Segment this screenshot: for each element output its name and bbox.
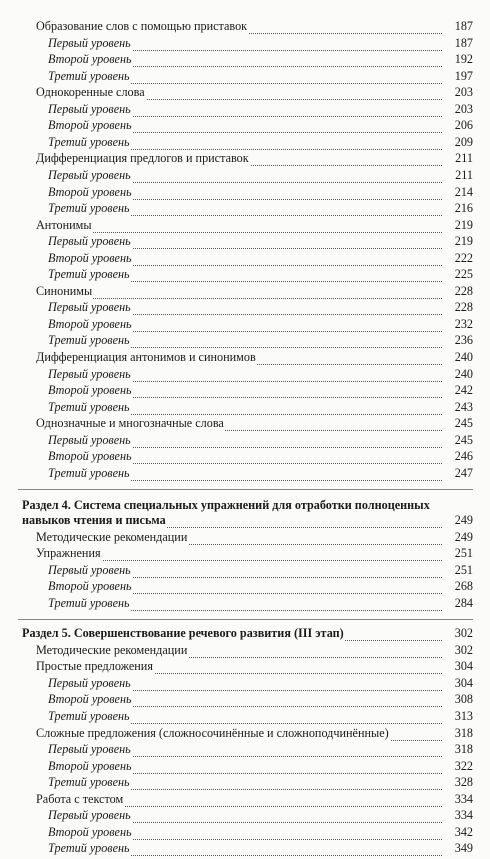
entry-title: Образование слов с помощью приставок — [36, 19, 248, 33]
entry-title: Первый уровень — [48, 562, 131, 577]
entry-title: Третий уровень — [48, 68, 130, 83]
toc-subentry — [0, 597, 490, 614]
entry-title: Первый уровень — [48, 234, 131, 249]
page-number: 232 — [454, 316, 473, 331]
entry-title: Второй уровень — [48, 184, 132, 199]
page-number: 203 — [454, 101, 473, 116]
page-number: 318 — [454, 725, 473, 740]
page-number: 268 — [454, 579, 473, 594]
entry-title: Первый уровень — [48, 101, 131, 116]
page-number: 245 — [454, 432, 473, 447]
page-number: 251 — [454, 562, 473, 577]
entry-title: Третий уровень — [48, 841, 130, 856]
entry-title: Второй уровень — [48, 449, 132, 464]
entry-title: Второй уровень — [48, 579, 132, 594]
entry-title: Упражнения — [36, 546, 101, 561]
page-number: 222 — [454, 250, 473, 265]
entry-title: Методические рекомендации — [36, 642, 188, 657]
entry-title: Однокоренные слова — [36, 85, 145, 100]
page-number: 209 — [454, 134, 473, 149]
page-number: 302 — [454, 642, 473, 657]
page-number: 211 — [455, 151, 473, 166]
entry-title: Второй уровень — [48, 316, 132, 331]
page-number: 318 — [454, 742, 473, 757]
entry-title: Первый уровень — [48, 35, 131, 50]
page-number: 313 — [454, 709, 473, 723]
toc-subentry — [0, 842, 490, 859]
page-number: 240 — [454, 366, 473, 381]
entry-title: навыков чтения и письма — [22, 512, 166, 527]
page-number: 228 — [454, 283, 473, 298]
page-number: 249 — [454, 529, 473, 544]
entry-title: Синонимы — [36, 283, 93, 298]
entry-title: Третий уровень — [48, 134, 130, 149]
entry-title: Однозначные и многозначные слова — [36, 416, 224, 431]
entry-title: Сложные предложения (сложносочинённые и сложноподчинённые) — [36, 725, 389, 740]
page-number: 246 — [454, 449, 473, 464]
page-number: 304 — [454, 659, 473, 674]
entry-title: Второй уровень — [48, 383, 132, 398]
entry-title: Третий уровень — [48, 333, 130, 348]
page-number: 247 — [454, 465, 473, 480]
entry-title: Третий уровень — [48, 709, 130, 723]
page-number: 334 — [454, 791, 473, 806]
entry-title: Первый уровень — [48, 432, 131, 447]
page-number: 236 — [454, 333, 473, 348]
page-number: 216 — [454, 201, 473, 216]
entry-title: Первый уровень — [48, 300, 131, 315]
page-number: 225 — [454, 267, 473, 282]
entry-title: Второй уровень — [48, 758, 132, 773]
entry-title: Первый уровень — [48, 808, 131, 823]
entry-title: Дифференциация антонимов и синонимов — [36, 350, 256, 364]
section-divider — [18, 489, 473, 490]
page-number: 328 — [454, 775, 473, 790]
page-number: 228 — [454, 300, 473, 315]
entry-title: Первый уровень — [48, 675, 131, 690]
page-number: 203 — [454, 85, 473, 100]
entry-title: Первый уровень — [48, 366, 131, 381]
entry-title: Третий уровень — [48, 399, 130, 414]
toc-subentry — [0, 467, 490, 484]
entry-title: Первый уровень — [48, 167, 131, 182]
entry-title: Простые предложения — [36, 659, 153, 674]
page-number: 251 — [454, 546, 473, 561]
page-number: 308 — [454, 692, 473, 707]
page-number: 206 — [454, 118, 473, 133]
page-number: 342 — [454, 824, 473, 839]
entry-title: Антонимы — [36, 217, 92, 232]
entry-title: Второй уровень — [48, 692, 132, 707]
page-number: 304 — [454, 675, 473, 690]
page-number: 187 — [454, 35, 473, 50]
entry-title: Второй уровень — [48, 118, 132, 133]
page-number: 214 — [454, 184, 473, 199]
page-number: 334 — [454, 808, 473, 823]
entry-title: Третий уровень — [48, 775, 130, 790]
page-number: 197 — [454, 68, 473, 83]
entry-title: Второй уровень — [48, 52, 132, 67]
entry-title: Второй уровень — [48, 824, 132, 839]
entry-title: Первый уровень — [48, 742, 131, 757]
page-number: 249 — [454, 512, 473, 527]
page-number: 211 — [455, 167, 473, 182]
entry-title: Третий уровень — [48, 201, 130, 216]
section-divider — [18, 619, 473, 620]
page-number: 284 — [454, 595, 473, 610]
entry-title: Третий уровень — [48, 267, 130, 282]
page-number: 187 — [454, 19, 473, 33]
entry-title: Раздел 5. Совершенствование речевого развития (III этап) — [22, 626, 344, 641]
entry-title: Методические рекомендации — [36, 529, 188, 544]
page-number: 245 — [454, 416, 473, 431]
page-number: 243 — [454, 399, 473, 414]
page-number: 242 — [454, 383, 473, 398]
entry-title: Работа с текстом — [36, 791, 124, 806]
entry-title: Третий уровень — [48, 595, 130, 610]
section-heading: Раздел 4. Система специальных упражнений для отработки полноценных — [22, 498, 430, 513]
entry-title: Дифференциация предлогов и приставок — [36, 151, 249, 166]
page-number: 240 — [454, 350, 473, 364]
page-number: 219 — [454, 217, 473, 232]
page-number: 219 — [454, 234, 473, 249]
entry-title: Второй уровень — [48, 250, 132, 265]
page-number: 302 — [454, 626, 473, 641]
entry-title: Третий уровень — [48, 465, 130, 480]
page-number: 322 — [454, 758, 473, 773]
page-number: 192 — [454, 52, 473, 67]
page-number: 349 — [454, 841, 473, 856]
